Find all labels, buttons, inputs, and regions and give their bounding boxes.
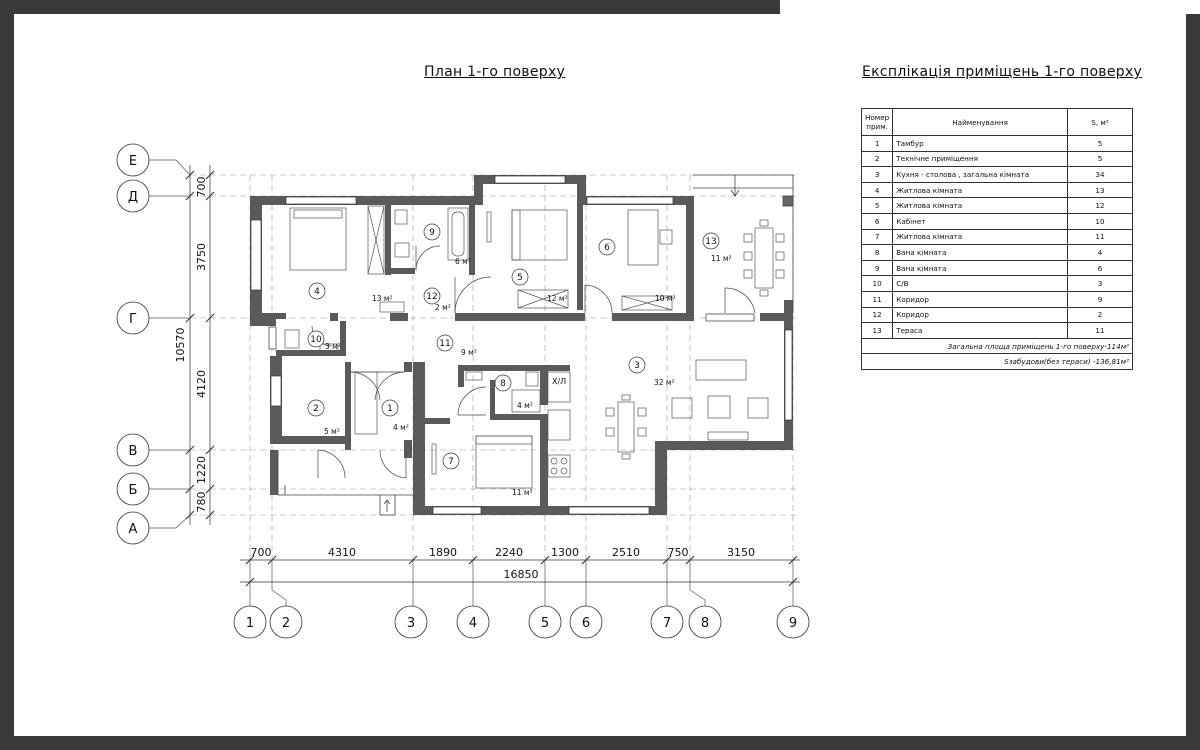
header-number: Номер прим. — [862, 109, 893, 136]
room-number-label: 12 — [426, 292, 438, 302]
room-area-label: 6 м² — [455, 257, 471, 266]
wardrobe-label: Х/Л — [552, 377, 567, 386]
vertical-dimension-labels — [174, 177, 208, 513]
room-tag — [437, 335, 477, 357]
room-area-label: 10 м² — [655, 294, 676, 303]
axis-label: 2 — [281, 616, 291, 631]
room-tag — [309, 283, 393, 303]
room-tag — [424, 288, 451, 312]
room-area: 11 — [1068, 323, 1133, 339]
horizontal-grid-lines — [190, 175, 800, 515]
room-number-label: 9 — [429, 228, 435, 238]
room-name: С/В — [893, 276, 1068, 292]
header-name: Найменування — [893, 109, 1068, 136]
room-number: 3 — [862, 167, 893, 183]
axis-label: 8 — [700, 616, 710, 631]
room-name: Тамбур — [893, 136, 1068, 152]
room-area-label: 12 м² — [547, 294, 568, 303]
room-area-label: 4 м² — [517, 401, 533, 410]
axis-label: 4 — [468, 616, 478, 631]
dim-total-label: 16850 — [503, 568, 539, 581]
room-name: Житлова кімната — [893, 182, 1068, 198]
room-area: 5 — [1068, 151, 1133, 167]
room-number-label: 10 — [310, 335, 322, 345]
room-area: 2 — [1068, 307, 1133, 323]
axis-label: Г — [129, 312, 137, 327]
dim-label: 1220 — [195, 456, 208, 484]
room-number: 6 — [862, 213, 893, 229]
room-tag — [495, 375, 533, 410]
horizontal-dimension-labels — [251, 546, 756, 581]
room-tag — [443, 453, 533, 497]
room-area: 5 — [1068, 136, 1133, 152]
room-area-label: 4 м² — [393, 423, 409, 432]
dim-label: 780 — [195, 491, 208, 513]
room-area-label: 13 м² — [372, 294, 393, 303]
room-area: 10 — [1068, 213, 1133, 229]
axis-label: 9 — [788, 616, 798, 631]
room-area-label: 32 м² — [654, 378, 675, 387]
room-number: 4 — [862, 182, 893, 198]
axis-label: 6 — [581, 616, 591, 631]
room-number: 7 — [862, 229, 893, 245]
room-number-label: 8 — [500, 379, 506, 389]
axis-label: 3 — [406, 616, 416, 631]
room-area-label: 11 м² — [711, 254, 732, 263]
header-area: S, м² — [1068, 109, 1133, 136]
room-area-label: 9 м² — [461, 348, 477, 357]
room-name: Коридор — [893, 291, 1068, 307]
room-number-label: 13 — [705, 237, 717, 247]
room-number: 8 — [862, 245, 893, 261]
room-name: Вана кімната — [893, 260, 1068, 276]
room-number: 12 — [862, 307, 893, 323]
room-number: 1 — [862, 136, 893, 152]
axis-label: В — [128, 444, 138, 459]
dim-label: 1300 — [551, 546, 579, 559]
room-name: Житлова кімната — [893, 229, 1068, 245]
room-number-label: 4 — [314, 287, 320, 297]
room-area-label: 11 м² — [512, 488, 533, 497]
room-area: 12 — [1068, 198, 1133, 214]
room-number-label: 2 — [313, 404, 319, 414]
dim-label: 700 — [195, 176, 208, 198]
built-area: Sзабудови(без тераси) -136,81м² — [862, 354, 1133, 370]
dim-label: 3750 — [195, 243, 208, 271]
room-area: 13 — [1068, 182, 1133, 198]
axis-label: Е — [128, 154, 138, 169]
room-tag — [629, 357, 675, 387]
entrance-porch — [278, 450, 413, 515]
axis-bubbles — [117, 144, 809, 638]
dim-label: 1890 — [429, 546, 457, 559]
room-number-label: 7 — [448, 457, 454, 467]
room-name: Коридор — [893, 307, 1068, 323]
axis-label: 5 — [540, 616, 550, 631]
axis-label: Д — [127, 190, 139, 205]
axis-label: А — [128, 522, 138, 537]
room-tag — [703, 233, 732, 263]
axis-labels — [128, 154, 797, 631]
room-name: Житлова кімната — [893, 198, 1068, 214]
room-tag — [308, 331, 341, 351]
room-area: 4 — [1068, 245, 1133, 261]
dim-label: 3150 — [727, 546, 755, 559]
plan-title: План 1-го поверху — [424, 64, 566, 80]
room-number: 13 — [862, 323, 893, 339]
dim-label: 4120 — [195, 370, 208, 398]
room-area-label: 2 м² — [435, 303, 451, 312]
room-number: 10 — [862, 276, 893, 292]
room-area: 3 — [1068, 276, 1133, 292]
room-number: 5 — [862, 198, 893, 214]
room-area: 11 — [1068, 229, 1133, 245]
room-number-label: 5 — [517, 273, 523, 283]
axis-label: 7 — [662, 616, 672, 631]
room-tag — [599, 239, 676, 303]
room-number: 2 — [862, 151, 893, 167]
table-title: Експлікація приміщень 1-го поверху — [862, 64, 1143, 80]
room-name: Кухня - столова , загальна кімната — [893, 167, 1068, 183]
dim-label: 2240 — [495, 546, 523, 559]
dim-label: 2510 — [612, 546, 640, 559]
axis-label: 1 — [245, 616, 255, 631]
room-number-label: 11 — [439, 339, 451, 349]
room-area: 9 — [1068, 291, 1133, 307]
total-area: Загальна площа приміщень 1-го поверху-114м² — [862, 338, 1133, 354]
room-area: 34 — [1068, 167, 1133, 183]
dim-label: 4310 — [328, 546, 356, 559]
room-area-label: 5 м² — [324, 427, 340, 436]
room-number-label: 1 — [387, 404, 393, 414]
dim-total-label: 10570 — [174, 327, 187, 363]
room-tags — [308, 224, 732, 497]
room-number: 9 — [862, 260, 893, 276]
dim-label: 700 — [250, 546, 272, 559]
room-name: Кабінет — [893, 213, 1068, 229]
room-tag — [308, 400, 340, 436]
room-number-label: 6 — [604, 243, 610, 253]
room-area: 6 — [1068, 260, 1133, 276]
room-tag — [382, 400, 409, 432]
dim-label: 750 — [667, 546, 689, 559]
room-area-label: 3 м² — [325, 342, 341, 351]
room-name: Тераса — [893, 323, 1068, 339]
room-number: 11 — [862, 291, 893, 307]
room-number-label: 3 — [634, 361, 640, 371]
room-name: Вана кімната — [893, 245, 1068, 261]
room-name: Технічне приміщення — [893, 151, 1068, 167]
axis-label: Б — [128, 483, 138, 498]
